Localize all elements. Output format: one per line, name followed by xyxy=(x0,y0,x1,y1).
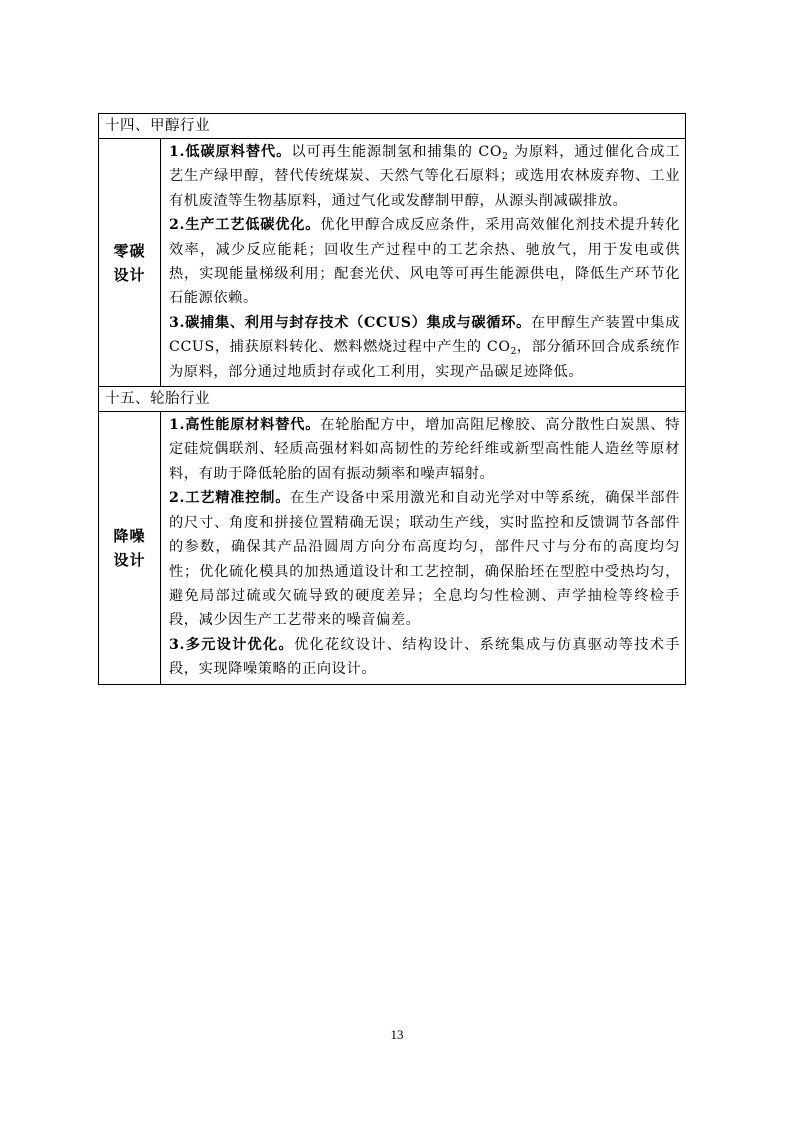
measure-item xyxy=(169,311,680,384)
measure-text-cont: 为原料，通过催化合成工艺生产绿甲醇，替代传统煤炭、天然气等化石原料；或选用农林废弃物、工业有机废渣等生物基原料，通过气化或发酵制甲醇，从源头削减碳排放。 xyxy=(169,144,680,209)
measure-item xyxy=(169,486,680,632)
category-label-line: 降噪 xyxy=(113,526,146,545)
section-heading: 十四、甲醇行业 xyxy=(99,114,686,139)
measure-title: 3.多元设计优化。 xyxy=(169,636,294,653)
measure-text: 在甲醇生产装置中集成 CCUS，捕获原料转化、燃料燃烧过程中产生的 CO xyxy=(169,314,680,356)
measure-item xyxy=(169,140,680,213)
measure-title: 2.生产工艺低碳优化。 xyxy=(169,217,321,234)
category-label-line: 设计 xyxy=(113,265,146,284)
section-content-row xyxy=(99,412,686,684)
measure-title: 1.高性能原材料替代。 xyxy=(169,417,321,434)
measures-cell xyxy=(161,139,686,387)
category-label-line: 设计 xyxy=(113,550,146,569)
measure-text: 在生产设备中采用激光和自动光学对中等系统，确保半部件的尺寸、角度和拼接位置精确无误；联动生产线，实时监控和反馈调节各部件的参数，确保其产品沿圆周方向分布高度均匀，部件尺寸与分布的高度均匀性；优化硫化模具的加热通道设计和工艺控制，确保胎坯在型腔中受热均匀，避免局部过硫或欠硫导致的硬度差异；全息均匀性检测、声学抽检等终检手段，减少因生产工艺带来的噪音偏差。 xyxy=(169,490,680,629)
page-number: 13 xyxy=(390,1027,404,1042)
industry-design-table xyxy=(98,113,686,685)
measure-title: 3.碳捕集、利用与封存技术（CCUS）集成与碳循环。 xyxy=(169,314,532,331)
measure-item xyxy=(169,413,680,486)
measure-text: 在轮胎配方中，增加高阻尼橡胶、高分散性白炭黑、特定硅烷偶联剂、轻质高强材料如高韧性的芳纶纤维或新型高性能人造丝等原材料，有助于降低轮胎的固有振动频率和噪声辐射。 xyxy=(169,417,680,482)
measure-text: 优化花纹设计、结构设计、系统集成与仿真驱动等技术手段，实现降噪策略的正向设计。 xyxy=(169,636,680,678)
measure-title: 1.低碳原料替代。 xyxy=(169,144,292,160)
measure-item xyxy=(169,633,680,682)
category-label-line: 零碳 xyxy=(113,241,146,260)
subscript: 2 xyxy=(510,347,517,358)
category-label xyxy=(99,412,161,684)
section-heading-row xyxy=(99,114,686,139)
measure-item xyxy=(169,213,680,311)
section-content-row xyxy=(99,139,686,387)
category-label xyxy=(99,139,161,387)
measures-cell xyxy=(161,412,686,684)
measure-text: 以可再生能源制氢和捕集的 CO xyxy=(291,144,503,160)
measure-text: 优化甲醇合成反应条件，采用高效催化剂技术提升转化效率，减少反应能耗；回收生产过程中的工艺余热、驰放气，用于发电或供热，实现能量梯级利用；配套光伏、风电等可再生能源供电，降低生产环节化石能源依赖。 xyxy=(169,217,680,307)
section-heading: 十五、轮胎行业 xyxy=(99,387,686,412)
section-heading-row xyxy=(99,387,686,412)
measure-text-cont: ，部分循环回合成系统作为原料，部分通过地质封存或化工利用，实现产品碳足迹降低。 xyxy=(169,339,680,380)
subscript: 2 xyxy=(502,152,509,162)
measure-title: 2.工艺精准控制。 xyxy=(169,490,291,507)
